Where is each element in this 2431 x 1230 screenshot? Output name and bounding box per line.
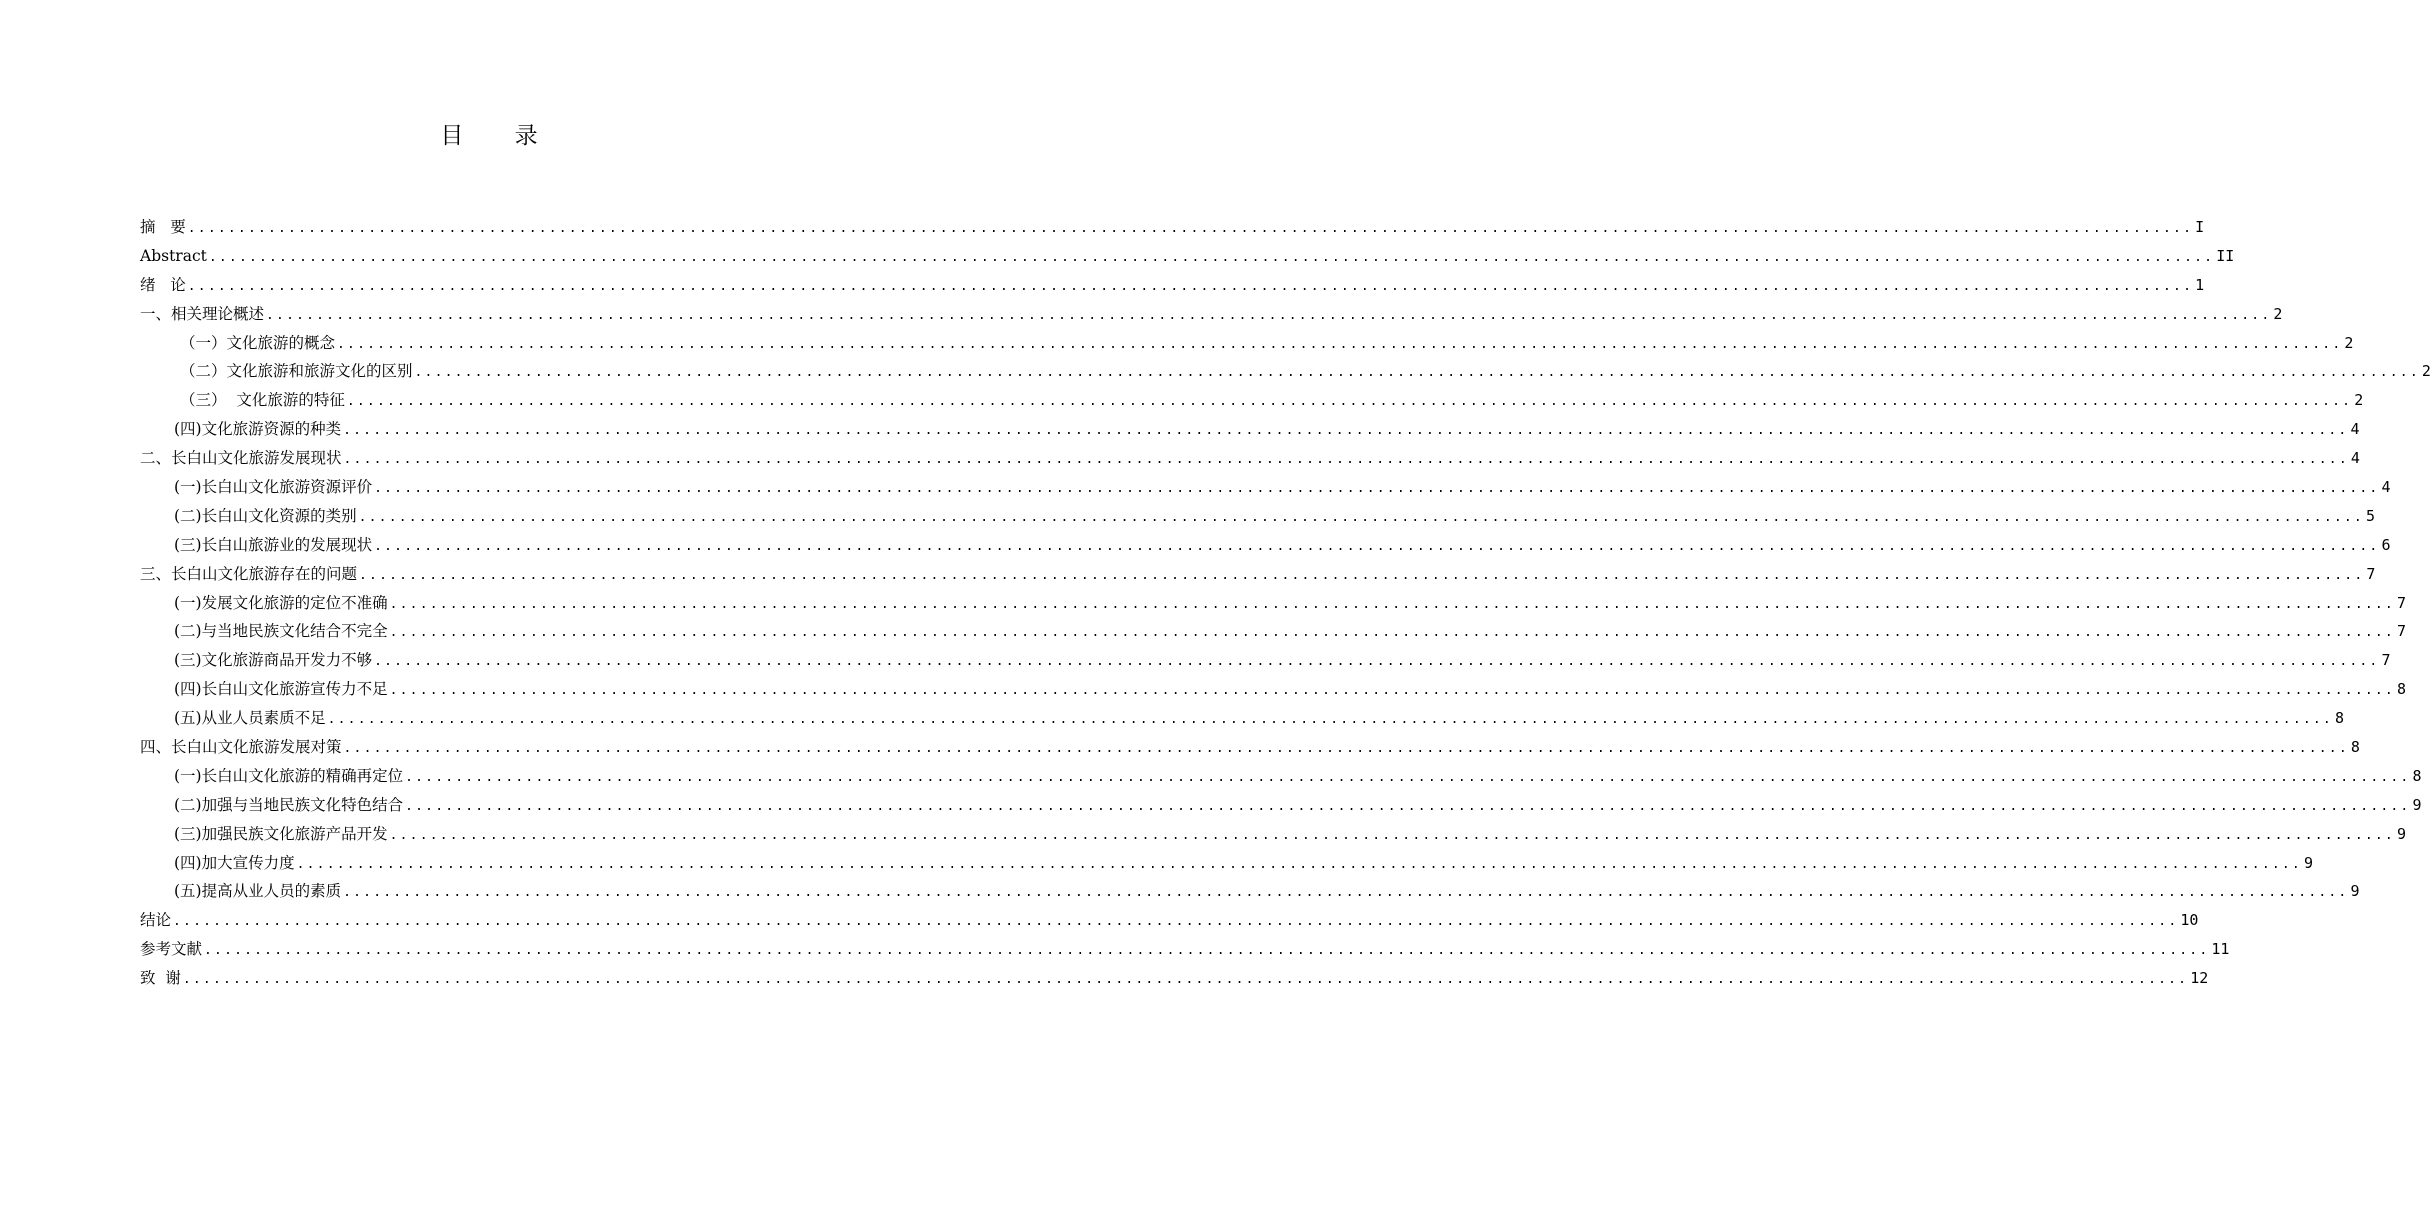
toc-list — [140, 213, 2431, 993]
toc-entry[interactable] — [140, 762, 2422, 791]
toc-dot-leader: ........................................................................................................................................................................................................ — [296, 856, 2302, 872]
toc-entry-title: （三） 文化旅游的特征 — [180, 391, 345, 410]
toc-page-number: 5 — [2365, 506, 2375, 525]
toc-entry[interactable] — [140, 300, 2283, 329]
toc-dot-leader: ........................................................................................................................................................................................................ — [374, 481, 2380, 497]
toc-dot-leader: ........................................................................................................................................................................................................ — [389, 625, 2395, 641]
toc-page-number: 2 — [2273, 304, 2283, 323]
toc-entry-title: 致 谢 — [140, 969, 181, 988]
toc-entry[interactable] — [140, 213, 2205, 242]
toc-entry[interactable] — [140, 271, 2205, 300]
toc-entry-title: 绪 论 — [140, 275, 186, 294]
toc-page-number: 10 — [2180, 911, 2199, 930]
toc-dot-leader: ........................................................................................................................................................................................................ — [389, 683, 2395, 699]
toc-dot-leader: ........................................................................................................................................................................................................ — [343, 423, 2349, 439]
toc-entry[interactable] — [140, 357, 2431, 386]
toc-entry-title: 二、长白山文化旅游发展现状 — [140, 449, 342, 468]
toc-page-number: 8 — [2350, 738, 2360, 757]
toc-page-number: 8 — [2412, 766, 2422, 785]
toc-page-number: 2 — [2421, 362, 2431, 381]
toc-entry-title: (四)文化旅游资源的种类 — [174, 420, 342, 439]
toc-page-number: 7 — [2396, 622, 2406, 641]
toc-entry-title: （二）文化旅游和旅游文化的区别 — [180, 362, 413, 381]
toc-entry[interactable] — [140, 242, 2235, 271]
toc-entry[interactable] — [140, 849, 2313, 878]
toc-dot-leader: ........................................................................................................................................................................................................ — [173, 914, 2179, 930]
toc-dot-leader: ........................................................................................................................................................................................................ — [405, 769, 2411, 785]
toc-dot-leader: ........................................................................................................................................................................................................ — [343, 452, 2349, 468]
toc-entry-title: (一)长白山文化旅游资源评价 — [174, 478, 373, 497]
toc-entry-title: (四)加大宣传力度 — [174, 853, 295, 872]
toc-page-number: 6 — [2381, 535, 2391, 554]
toc-dot-leader: ........................................................................................................................................................................................................ — [359, 567, 2365, 583]
toc-entry-title: 三、长白山文化旅游存在的问题 — [140, 564, 358, 583]
toc-page-number: 9 — [2350, 882, 2360, 901]
toc-page-number: 8 — [2334, 709, 2344, 728]
toc-entry-title: 四、长白山文化旅游发展对策 — [140, 738, 342, 757]
toc-entry[interactable] — [140, 473, 2391, 502]
toc-page-number: 4 — [2381, 478, 2391, 497]
toc-dot-leader: ........................................................................................................................................................................................................ — [389, 827, 2395, 843]
toc-page-number: 9 — [2303, 853, 2313, 872]
toc-dot-leader: ........................................................................................................................................................................................................ — [337, 336, 2343, 352]
toc-page-number: 7 — [2366, 564, 2376, 583]
toc-page-number: 7 — [2381, 651, 2391, 670]
toc-entry-title: 一、相关理论概述 — [140, 304, 265, 323]
toc-entry-title: Abstract — [140, 246, 207, 265]
toc-entry[interactable] — [140, 531, 2391, 560]
toc-dot-leader: ........................................................................................................................................................................................................ — [389, 596, 2395, 612]
toc-entry-title: (一)长白山文化旅游的精确再定位 — [174, 766, 404, 785]
toc-dot-leader: ........................................................................................................................................................................................................ — [327, 712, 2333, 728]
toc-entry-title: (五)从业人员素质不足 — [174, 709, 326, 728]
toc-entry[interactable] — [140, 415, 2360, 444]
toc-dot-leader: ........................................................................................................................................................................................................ — [182, 972, 2189, 988]
toc-entry[interactable] — [140, 502, 2375, 531]
toc-entry[interactable] — [140, 329, 2354, 358]
toc-entry-title: 参考文献 — [140, 940, 203, 959]
toc-dot-leader: ........................................................................................................................................................................................................ — [405, 798, 2411, 814]
toc-dot-leader: ........................................................................................................................................................................................................ — [374, 654, 2380, 670]
toc-dot-leader: ........................................................................................................................................................................................................ — [343, 885, 2349, 901]
toc-entry-title: (二)与当地民族文化结合不完全 — [174, 622, 388, 641]
toc-dot-leader: ........................................................................................................................................................................................................ — [208, 249, 2215, 265]
toc-page-number: 1 — [2195, 275, 2205, 294]
toc-entry-title: 结论 — [140, 911, 172, 930]
toc-dot-leader: ........................................................................................................................................................................................................ — [204, 943, 2210, 959]
toc-entry-title: (一)发展文化旅游的定位不准确 — [174, 593, 388, 612]
toc-entry-title: (三)长白山旅游业的发展现状 — [174, 535, 373, 554]
toc-page-number: 11 — [2211, 940, 2230, 959]
toc-entry-title: (五)提高从业人员的素质 — [174, 882, 342, 901]
toc-page-number: 9 — [2412, 795, 2422, 814]
toc-entry[interactable] — [140, 964, 2209, 993]
toc-entry-title: (四)长白山文化旅游宣传力不足 — [174, 680, 388, 699]
toc-page-number: I — [2195, 218, 2205, 236]
toc-dot-leader: ........................................................................................................................................................................................................ — [343, 741, 2349, 757]
toc-entry-title: 摘 要 — [140, 218, 186, 236]
toc-entry-title: (二)长白山文化资源的类别 — [174, 506, 357, 525]
toc-dot-leader: ........................................................................................................................................................................................................ — [358, 509, 2364, 525]
toc-page-number: 9 — [2396, 824, 2406, 843]
toc-page-number: 2 — [2354, 391, 2364, 410]
toc-entry[interactable] — [140, 820, 2406, 849]
toc-dot-leader: ........................................................................................................................................................................................................ — [266, 307, 2272, 323]
toc-dot-leader: ........................................................................................................................................................................................................ — [346, 394, 2353, 410]
toc-page-number: II — [2216, 246, 2235, 265]
toc-entry[interactable] — [140, 589, 2406, 618]
toc-page-number: 12 — [2190, 969, 2209, 988]
toc-dot-leader: ........................................................................................................................................................................................................ — [414, 365, 2420, 381]
toc-dot-leader: ........................................................................................................................................................................................................ — [374, 538, 2380, 554]
toc-page-number: 8 — [2396, 680, 2406, 699]
toc-entry-title: (三)文化旅游商品开发力不够 — [174, 651, 373, 670]
toc-entry[interactable] — [140, 935, 2230, 964]
toc-entry[interactable] — [140, 733, 2360, 762]
toc-entry[interactable] — [140, 386, 2364, 415]
toc-entry-title: (三)加强民族文化旅游产品开发 — [174, 824, 388, 843]
toc-page-number: 2 — [2344, 333, 2354, 352]
toc-entry[interactable] — [140, 877, 2360, 906]
toc-entry[interactable] — [140, 675, 2406, 704]
toc-entry[interactable] — [140, 617, 2406, 646]
toc-title: 目 录 — [440, 123, 560, 149]
toc-dot-leader: ........................................................................................................................................................................................................ — [187, 221, 2194, 236]
toc-entry[interactable] — [140, 906, 2199, 935]
toc-entry[interactable] — [140, 791, 2422, 820]
toc-entry[interactable] — [140, 444, 2360, 473]
toc-dot-leader: ........................................................................................................................................................................................................ — [187, 278, 2194, 294]
toc-page-number: 4 — [2350, 449, 2360, 468]
toc-entry[interactable] — [140, 646, 2391, 675]
toc-entry[interactable] — [140, 560, 2376, 589]
toc-entry[interactable] — [140, 704, 2344, 733]
toc-page-number: 4 — [2350, 420, 2360, 439]
toc-entry-title: (二)加强与当地民族文化特色结合 — [174, 795, 404, 814]
toc-page-number: 7 — [2396, 593, 2406, 612]
toc-entry-title: （一）文化旅游的概念 — [180, 333, 336, 352]
